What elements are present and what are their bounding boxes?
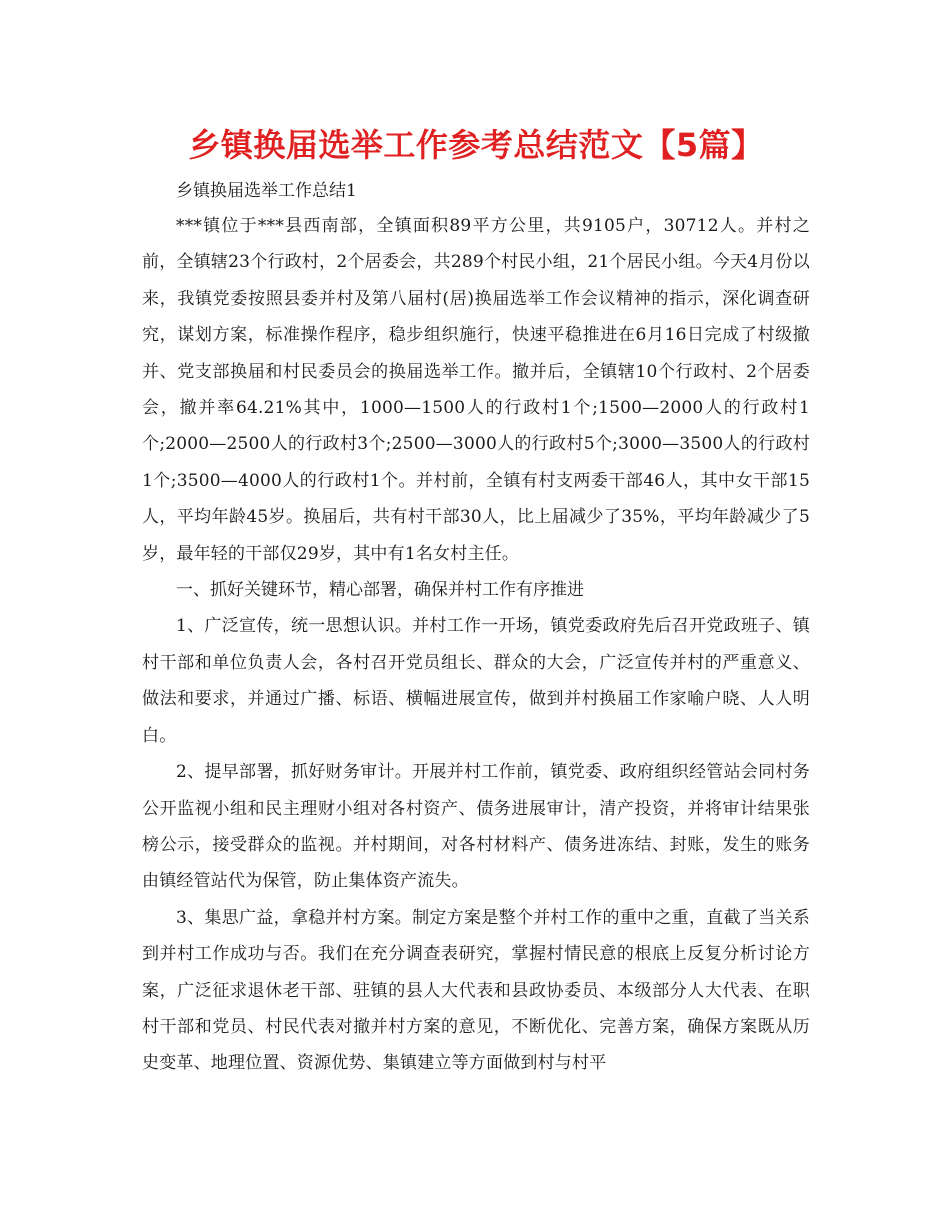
document-title: 乡镇换届选举工作参考总结范文【5篇】 xyxy=(188,126,764,164)
paragraph-intro: ***镇位于***县西南部，全镇面积89平方公里，共9105户，30712人。并村之前，全镇辖23个行政村，2个居委会，共289个村民小组，21个居民小组。今天4月份以来，我镇党委按照县委并村及第八届村(居)换届选举工作会议精神的指示，深化调查研究，谋划方案，标准操作程序，稳步组织施行，快速平稳推进在6月16日完成了村级撤并、党支部换届和村民委员会的换届选举工作。撤并后，全镇辖10个行政村、2个居委会，撤并率64.21%其中，1000—1500人的行政村1个;1500—2000人的行政村1个;2000—2500人的行政村3个;2500—3000人的行政村5个;3000—3500人的行政村1个;3500—4000人的行政村1个。并村前，全镇有村支两委干部46人，其中女干部15人，平均年龄45岁。换届后，共有村干部30人，比上届减少了35%，平均年龄减少了5岁，最年轻的干部仅29岁，其中有1名女村主任。 xyxy=(142,216,810,564)
section-heading-1: 一、抓好关键环节，精心部署，确保并村工作有序推进 xyxy=(176,580,584,601)
paragraph-item-1: 1、广泛宣传，统一思想认识。并村工作一开场，镇党委政府先后召开党政班子、镇村干部和单位负责人会，各村召开党员组长、群众的大会，广泛宣传并村的严重意义、做法和要求，并通过广播、标语、横幅进展宣传，做到并村换届工作家喻户晓、人人明白。 xyxy=(142,616,810,746)
document-page xyxy=(142,122,810,1082)
document-subtitle: 乡镇换届选举工作总结1 xyxy=(176,181,357,201)
paragraph-item-3: 3、集思广益，拿稳并村方案。制定方案是整个并村工作的重中之重，直截了当关系到并村工作成功与否。我们在充分调查表研究，掌握村情民意的根底上反复分析讨论方案，广泛征求退休老干部、驻镇的县人大代表和县政协委员、本级部分人大代表、在职村干部和党员、村民代表对撤并村方案的意见，不断优化、完善方案，确保方案既从历史变革、地理位置、资源优势、集镇建立等方面做到村与村平 xyxy=(142,907,810,1074)
paragraph-item-2: 2、提早部署，抓好财务审计。开展并村工作前，镇党委、政府组织经管站会同村务公开监视小组和民主理财小组对各村资产、债务进展审计，清产投资，并将审计结果张榜公示，接受群众的监视。并村期间，对各村材料产、债务进冻结、封账，发生的账务由镇经管站代为保管，防止集体资产流失。 xyxy=(142,762,810,892)
